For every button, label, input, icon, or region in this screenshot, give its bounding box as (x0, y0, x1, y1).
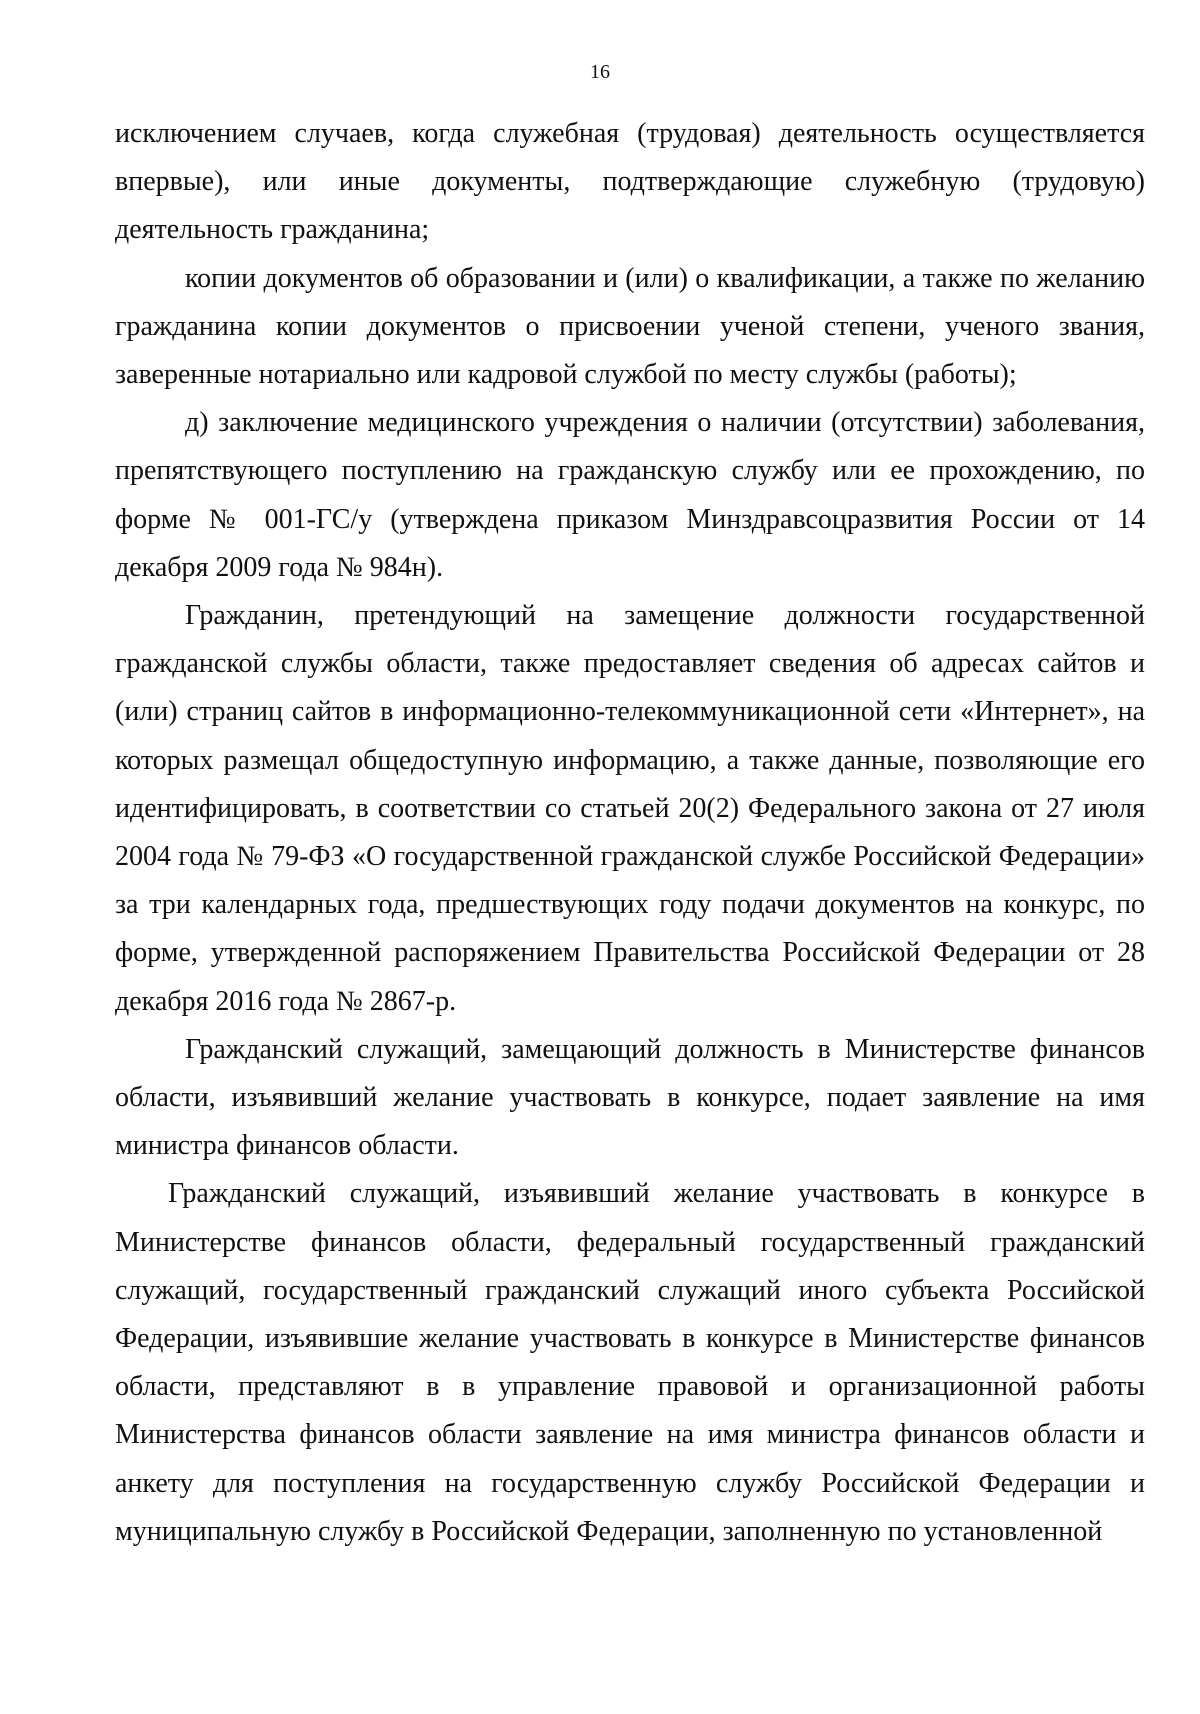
paragraph-medical-conclusion: д) заключение медицинского учреждения о наличии (отсутствии) заболевания, препятствующего поступлению на гражданскую службу или ее прохождению, по форме № 001-ГС/у (утверждена приказом Минздравсоцразвития России от 14 декабря 2009 года № 984н). (115, 407, 1145, 583)
paragraph-other-servants: Гражданский служащий, изъявивший желание участвовать в конкурсе в Министерстве финансов области, федеральный государственный гражданский служащий, государственный гражданский служащий иного субъекта Российской Федерации, изъявившие желание участвовать в конкурсе в Министерстве финансов области, представляют в в управление правовой и организационной работы Министерства финансов области заявление на имя министра финансов области и анкету для поступления на государственную службу Российской Федерации и муниципальную службу в Российской Федерации, заполненную по установленной (115, 1178, 1145, 1547)
paragraph-continuation: исключением случаев, когда служебная (трудовая) деятельность осуществляется впервые), или иные документы, подтверждающие служебную (трудовую) деятельность гражданина; (115, 118, 1145, 246)
document-body (115, 110, 1145, 1556)
paragraph-civil-servant-application: Гражданский служащий, замещающий должность в Министерстве финансов области, изъявивший желание участвовать в конкурсе, подает заявление на имя министра финансов области. (115, 1033, 1145, 1162)
paragraph-internet-sites: Гражданин, претендующий на замещение должности государственной гражданской службы области, также предоставляет сведения об адресах сайтов и (или) страниц сайтов в информационно-телекоммуникационной сети «Интернет», на которых размещал общедоступную информацию, а также данные, позволяющие его идентифицировать, в соответствии со статьей 20(2) Федерального закона от 27 июля 2004 года № 79-ФЗ «О государственной гражданской службе Российской Федерации» за три календарных года, предшествующих году подачи документов на конкурс, по форме, утвержденной распоряжением Правительства Российской Федерации от 28 декабря 2016 года № 2867-р. (115, 600, 1145, 1017)
page-number: 16 (590, 61, 610, 83)
paragraph-education-documents: копии документов об образовании и (или) о квалификации, а также по желанию гражданина копии документов о присвоении ученой степени, ученого звания, заверенные нотариально или кадровой службой по месту службы (работы); (115, 262, 1145, 391)
